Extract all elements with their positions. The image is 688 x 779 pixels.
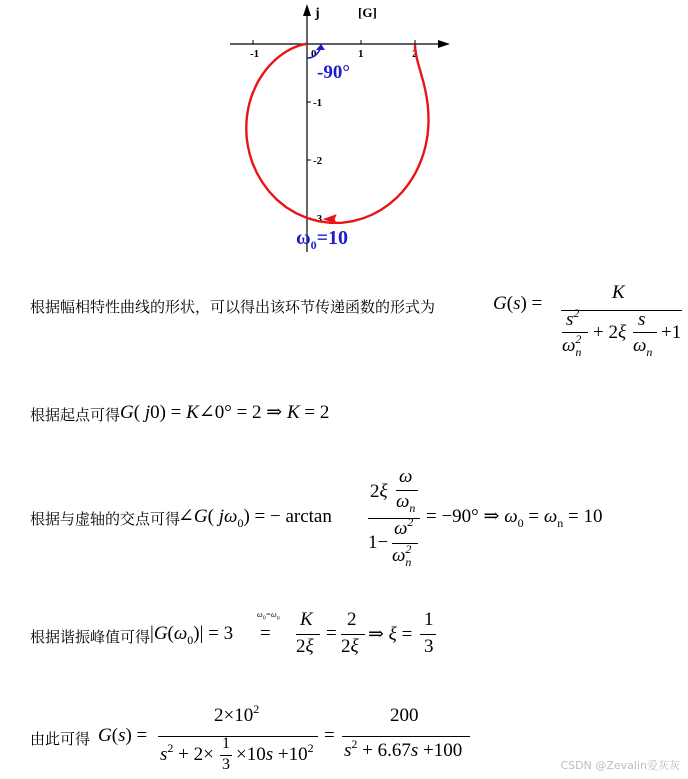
line1-wn: $\omega_n$	[633, 335, 653, 359]
line2-formula: G( j0) = K∠0° = 2 ⇒ K = 2	[120, 402, 330, 423]
line1-lhs: G(s) =	[493, 293, 543, 314]
y-tick-label: -3	[313, 213, 323, 225]
line5-frac2-num: 200	[390, 705, 419, 726]
imag-axis-arrow	[303, 4, 311, 16]
line1-plus-1: +1	[661, 322, 682, 343]
line1-numerator: K	[612, 282, 625, 303]
line2-text: 根据起点可得	[30, 406, 121, 424]
x-tick-label: 2	[412, 48, 418, 60]
x-tick-label: 0	[311, 48, 317, 60]
omega-crossing-label: $\omega_0=10$	[296, 227, 349, 252]
imag-axis-label: j	[315, 6, 320, 21]
x-tick-label: 1	[358, 48, 364, 60]
watermark: CSDN @Zevalin爱灰灰	[560, 759, 680, 772]
line4-text: 根据谐振峰值可得	[30, 628, 151, 646]
line4-frac2-num: 2	[347, 609, 357, 630]
line5-frac1-den-b: $\times 10s +10^2$	[236, 741, 314, 765]
nyquist-plot	[0, 0, 688, 260]
line3-den-omega2: $\omega^2$	[394, 515, 414, 539]
line1-inner-bar-2	[633, 332, 657, 333]
line5-text: 由此可得	[30, 730, 91, 748]
x-tick-group	[250, 40, 418, 60]
line3-den-wn2: $\omega_n^2$	[392, 542, 412, 569]
angle-arc-arrow	[316, 44, 325, 50]
line4-eq-condition: $\omega_0=\omega_n$	[257, 610, 280, 622]
plot-title-label: [G]	[358, 5, 377, 20]
line5-lhs: G(s) =	[98, 725, 148, 746]
line3-num-omega: ω	[399, 466, 413, 487]
line4-result: ⇒ ξ =	[368, 624, 413, 645]
line5-frac2-bar	[342, 736, 470, 737]
line5-frac2-den: $s^2 + 6.67s +100$	[344, 737, 463, 761]
line4-frac1-num: K	[300, 609, 313, 630]
line4-eq: =	[260, 623, 271, 644]
line4-frac2-bar	[341, 634, 365, 635]
line1-plus-2xi: + 2ξ	[593, 322, 627, 343]
line4-frac3-num: 1	[424, 609, 434, 630]
angle-label: -90°	[317, 62, 350, 83]
y-tick-label: -1	[313, 97, 323, 109]
line5-third-den: 3	[222, 756, 230, 773]
line4-eq2: =	[326, 623, 337, 644]
line5-eq: =	[324, 725, 335, 746]
line3-lhs: ∠G( $j\omega_0$) = − arctan	[178, 506, 332, 530]
line3-rhs: = −90° ⇒ $\omega_0 = \omega_n = 10$	[426, 506, 603, 530]
line4-frac3-bar	[420, 634, 436, 635]
line3-num-2xi: 2ξ	[370, 481, 388, 502]
x-tick-label: -1	[250, 48, 260, 60]
y-tick-label: -2	[313, 155, 323, 167]
line4-lhs: $|G(\omega_0)| = 3$	[150, 623, 234, 647]
line1-text: 根据幅相特性曲线的形状，可以得出该环节传递函数的形式为	[30, 298, 436, 316]
y-tick-group	[307, 97, 323, 225]
line4-frac2-den: 2ξ	[341, 636, 359, 657]
real-axis-arrow	[438, 40, 450, 48]
line4-frac1-den: 2ξ	[296, 636, 314, 657]
line4-frac3-den: 3	[424, 636, 434, 657]
line1-s: s	[638, 309, 646, 330]
line5-frac1-num: $2\times 10^2$	[214, 702, 260, 726]
line5-frac1-den-a: $s^2 + 2\times$	[160, 741, 214, 765]
line5-third-num: 1	[222, 735, 230, 752]
line1-s2: $s^2$	[566, 306, 580, 330]
line3-num-wn: $\omega_n$	[396, 491, 416, 515]
line5-frac1-bar	[158, 736, 318, 737]
line3-text: 根据与虚轴的交点可得	[30, 510, 181, 528]
line3-den-1minus: 1−	[368, 532, 389, 553]
line1-wn2: $\omega_n^2$	[562, 332, 582, 359]
line4-frac1-bar	[296, 634, 320, 635]
axes	[230, 4, 450, 252]
